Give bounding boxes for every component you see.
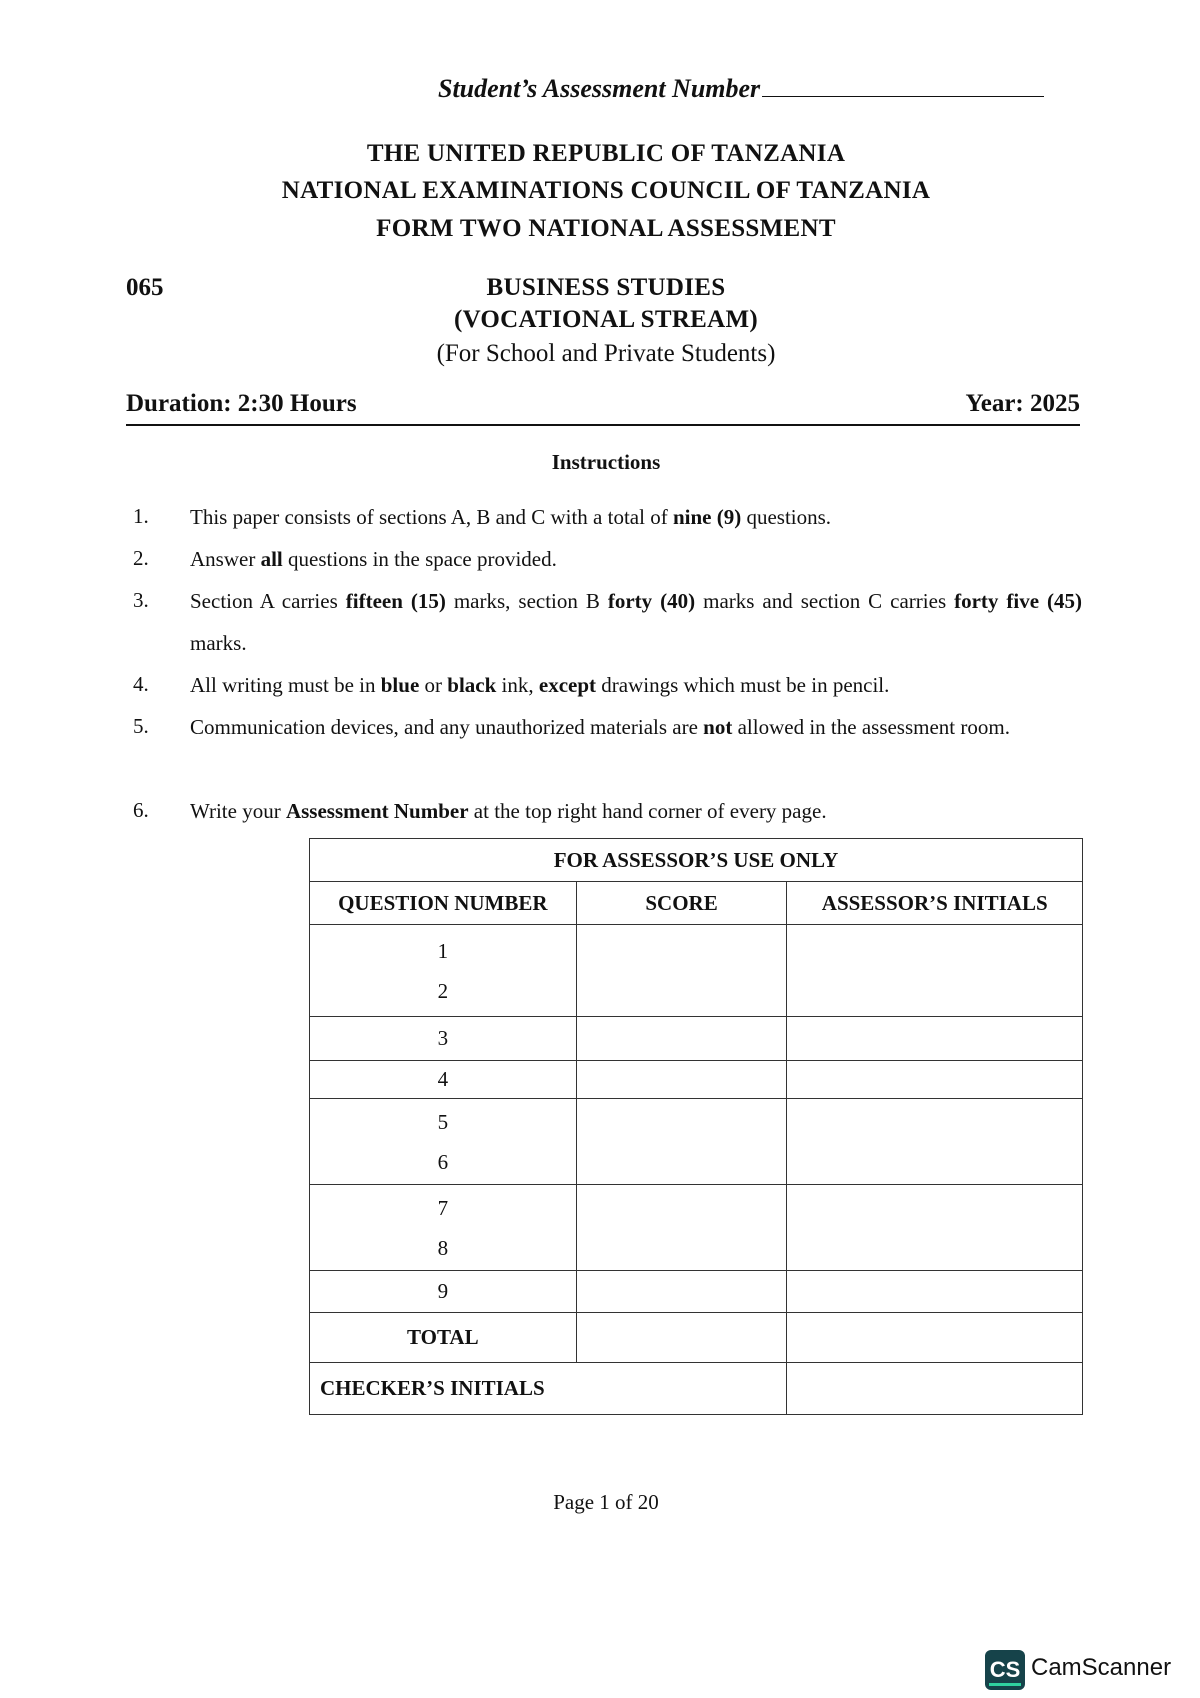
checker-initials-label: CHECKER’S INITIALS <box>310 1363 787 1415</box>
instruction-item: Answer all questions in the space provided. <box>190 547 557 571</box>
subject-code: 065 <box>126 274 164 301</box>
initials-cell[interactable] <box>787 1185 1083 1271</box>
instruction-number: 2. <box>133 546 149 570</box>
checker-initials-cell[interactable] <box>787 1363 1083 1415</box>
column-header-score: SCORE <box>576 882 787 925</box>
initials-cell[interactable] <box>787 1271 1083 1313</box>
instruction-item: This paper consists of sections A, B and C with a total of nine (9) questions. <box>190 505 832 529</box>
total-score-cell[interactable] <box>576 1313 787 1363</box>
instruction-item: All writing must be in blue or black ink, except drawings which must be in pencil. <box>190 673 890 697</box>
page-number: Page 1 of 20 <box>553 1490 659 1514</box>
score-cell[interactable] <box>576 1185 787 1271</box>
column-header-initials: ASSESSOR’S INITIALS <box>787 882 1083 925</box>
instruction-number: 4. <box>133 672 149 696</box>
instruction-number: 6. <box>133 798 149 822</box>
question-number: 1 <box>437 938 449 963</box>
instructions-title: Instructions <box>551 450 661 474</box>
question-number: 6 <box>437 1149 449 1174</box>
table-row <box>310 1185 577 1271</box>
assessment-number-field <box>438 74 1044 104</box>
score-cell[interactable] <box>576 1061 787 1099</box>
score-cell[interactable] <box>576 1099 787 1185</box>
instruction-item: Section A carries fifteen (15) marks, section B forty (40) marks and section C carries forty five (45) marks. <box>190 589 1083 655</box>
total-label: TOTAL <box>310 1313 577 1363</box>
candidates-note: (For School and Private Students) <box>436 340 776 367</box>
score-cell[interactable] <box>576 925 787 1017</box>
table-row <box>310 925 577 1017</box>
instruction-number: 3. <box>133 588 149 612</box>
total-initials-cell[interactable] <box>787 1313 1083 1363</box>
instruction-number: 5. <box>133 714 149 738</box>
assessor-table-title: FOR ASSESSOR’S USE ONLY <box>310 839 1083 882</box>
camscanner-text: CamScanner <box>1031 1654 1172 1681</box>
score-cell[interactable] <box>576 1271 787 1313</box>
question-number: 3 <box>310 1017 577 1061</box>
table-row <box>310 1099 577 1185</box>
assessment-number-blank <box>762 74 1044 97</box>
country-title: THE UNITED REPUBLIC OF TANZANIA <box>366 140 846 167</box>
camscanner-logo-icon: CS <box>985 1650 1025 1690</box>
question-number: 4 <box>310 1061 577 1099</box>
instruction-item: Communication devices, and any unauthorized materials are not allowed in the assessment room. <box>190 715 1010 739</box>
initials-cell[interactable] <box>787 1061 1083 1099</box>
initials-cell[interactable] <box>787 925 1083 1017</box>
question-number: 7 <box>437 1195 449 1220</box>
instruction-item: Write your Assessment Number at the top right hand corner of every page. <box>190 799 827 823</box>
column-header-question: QUESTION NUMBER <box>310 882 577 925</box>
duration: Duration: 2:30 Hours <box>126 390 357 417</box>
instruction-number: 1. <box>133 504 149 528</box>
subject-stream: (VOCATIONAL STREAM) <box>453 306 759 333</box>
question-number: 8 <box>437 1235 449 1260</box>
assessor-table <box>309 838 1083 1415</box>
score-cell[interactable] <box>576 1017 787 1061</box>
assessment-number-label: Student’s Assessment Number <box>438 74 761 103</box>
year: Year: 2025 <box>965 390 1080 417</box>
initials-cell[interactable] <box>787 1017 1083 1061</box>
duration-year-row <box>126 390 1080 426</box>
question-number: 2 <box>437 978 449 1003</box>
question-number: 5 <box>437 1109 449 1134</box>
initials-cell[interactable] <box>787 1099 1083 1185</box>
council-title: NATIONAL EXAMINATIONS COUNCIL OF TANZANIA <box>281 177 931 204</box>
subject-name: BUSINESS STUDIES <box>486 274 726 301</box>
camscanner-watermark <box>985 1650 1200 1690</box>
question-number: 9 <box>310 1271 577 1313</box>
assessment-title: FORM TWO NATIONAL ASSESSMENT <box>376 215 836 242</box>
